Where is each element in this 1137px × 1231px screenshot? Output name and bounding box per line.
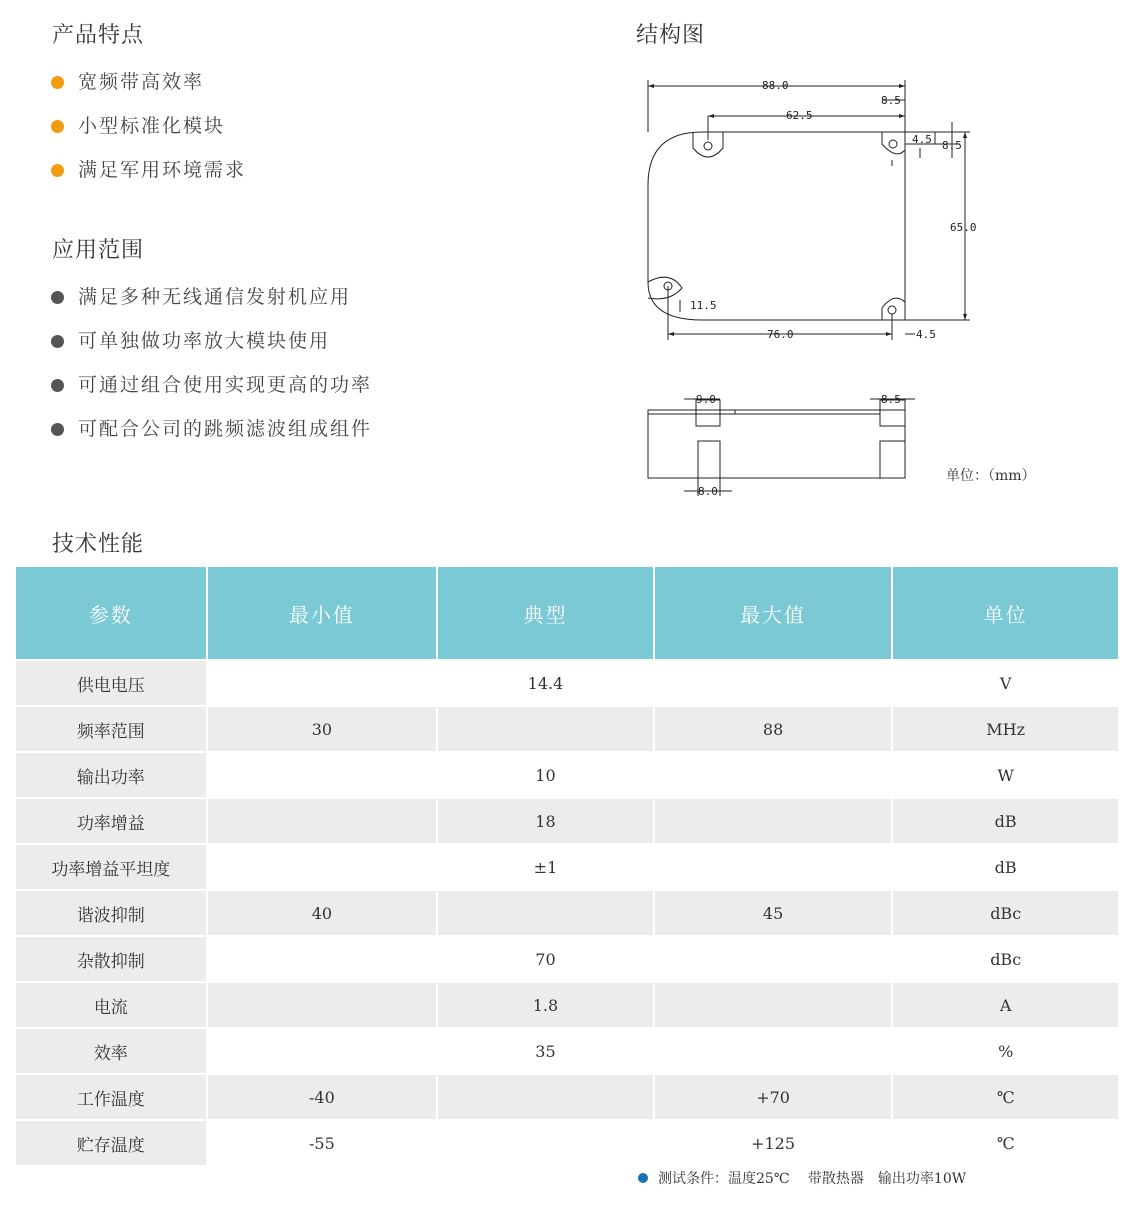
table-row (16, 845, 1118, 891)
bullet-icon (51, 423, 64, 436)
cell-unit: ℃ (893, 1121, 1118, 1167)
cell-unit: W (893, 753, 1118, 799)
cell-max (655, 937, 892, 983)
tech-title: 技术性能 (52, 532, 145, 557)
cell-typ (438, 891, 653, 937)
cell-min (208, 799, 437, 845)
cell-max: 45 (655, 891, 892, 937)
header-min: 最小值 (208, 567, 437, 661)
cell-unit: dB (893, 799, 1118, 845)
structure-drawing (630, 70, 990, 510)
cell-name: 杂散抑制 (16, 937, 206, 983)
cell-min (208, 983, 437, 1029)
cell-name: 频率范围 (16, 707, 206, 753)
dim-side-9: 9.0 (696, 393, 716, 406)
cell-name: 功率增益 (16, 799, 206, 845)
list-item: 小型标准化模块 (50, 112, 246, 156)
list-item: 满足军用环境需求 (50, 156, 246, 200)
bullet-icon (638, 1173, 648, 1183)
cell-unit: A (893, 983, 1118, 1029)
cell-typ (438, 1121, 653, 1167)
table-row (16, 753, 1118, 799)
dim-8-5-side: 8.5 (942, 139, 962, 152)
dim-76: 76.0 (767, 328, 794, 341)
cell-min (208, 661, 437, 707)
cell-unit: dBc (893, 937, 1118, 983)
cell-name: 工作温度 (16, 1075, 206, 1121)
bullet-icon (51, 379, 64, 392)
cell-min (208, 845, 437, 891)
list-item: 满足多种无线通信发射机应用 (50, 283, 372, 327)
bullet-icon (51, 335, 64, 348)
dim-4-5-bottom: 4.5 (916, 328, 936, 341)
dim-65: 65.0 (950, 221, 977, 234)
cell-max: 88 (655, 707, 892, 753)
table-row (16, 937, 1118, 983)
cell-max (655, 799, 892, 845)
dim-88: 88.0 (762, 79, 789, 92)
cell-typ (438, 1075, 653, 1121)
cell-min (208, 753, 437, 799)
cell-max (655, 661, 892, 707)
table-row (16, 799, 1118, 845)
header-max: 最大值 (655, 567, 892, 661)
cell-typ: 18 (438, 799, 653, 845)
table-row (16, 891, 1118, 937)
list-item: 宽频带高效率 (50, 68, 246, 112)
cell-typ: 14.4 (438, 661, 653, 707)
cell-name: 供电电压 (16, 661, 206, 707)
bullet-icon (51, 76, 64, 89)
cell-min: -55 (208, 1121, 437, 1167)
dim-side-8-5: 8.5 (881, 393, 901, 406)
bullet-icon (51, 164, 64, 177)
test-condition-note: 测试条件：温度25℃ 带散热器 输出功率10W (638, 1168, 966, 1188)
cell-name: 谐波抑制 (16, 891, 206, 937)
features-title: 产品特点 (52, 23, 145, 48)
cell-unit: % (893, 1029, 1118, 1075)
cell-typ: 70 (438, 937, 653, 983)
list-item: 可单独做功率放大模块使用 (50, 327, 372, 371)
list-item: 可配合公司的跳频滤波组成组件 (50, 415, 372, 459)
applications-title: 应用范围 (52, 238, 145, 263)
cell-max (655, 753, 892, 799)
dim-8-5-top: 8.5 (881, 94, 901, 107)
cell-typ: 35 (438, 1029, 653, 1075)
table-row (16, 1121, 1118, 1167)
cell-name: 效率 (16, 1029, 206, 1075)
applications-list (50, 283, 372, 459)
table-row (16, 1075, 1118, 1121)
cell-unit: dB (893, 845, 1118, 891)
cell-unit: dBc (893, 891, 1118, 937)
header-typ: 典型 (438, 567, 653, 661)
cell-typ: 1.8 (438, 983, 653, 1029)
cell-max (655, 845, 892, 891)
table-row (16, 983, 1118, 1029)
unit-label: 单位：（mm） (946, 468, 1036, 484)
cell-name: 输出功率 (16, 753, 206, 799)
cell-min: 40 (208, 891, 437, 937)
cell-unit: ℃ (893, 1075, 1118, 1121)
cell-typ: ±1 (438, 845, 653, 891)
cell-max (655, 1029, 892, 1075)
cell-unit: MHz (893, 707, 1118, 753)
table-row (16, 661, 1118, 707)
table-row (16, 1029, 1118, 1075)
header-unit: 单位 (893, 567, 1118, 661)
cell-name: 电流 (16, 983, 206, 1029)
cell-min: -40 (208, 1075, 437, 1121)
cell-max (655, 983, 892, 1029)
dim-62-5: 62.5 (786, 109, 813, 122)
features-list (50, 68, 246, 200)
cell-name: 贮存温度 (16, 1121, 206, 1167)
list-item: 可通过组合使用实现更高的功率 (50, 371, 372, 415)
bullet-icon (51, 120, 64, 133)
header-param: 参数 (16, 567, 206, 661)
table-header-row (16, 567, 1118, 661)
cell-min (208, 937, 437, 983)
cell-min (208, 1029, 437, 1075)
cell-max: +70 (655, 1075, 892, 1121)
table-row (16, 707, 1118, 753)
cell-unit: V (893, 661, 1118, 707)
cell-min: 30 (208, 707, 437, 753)
bullet-icon (51, 291, 64, 304)
spec-table (14, 567, 1120, 1167)
dim-side-8: 8.0 (698, 485, 718, 498)
cell-typ (438, 707, 653, 753)
cell-max: +125 (655, 1121, 892, 1167)
dim-11-5: 11.5 (690, 299, 717, 312)
module-outline (648, 132, 905, 320)
cell-typ: 10 (438, 753, 653, 799)
dim-4-5-side: 4.5 (912, 133, 932, 146)
cell-name: 功率增益平坦度 (16, 845, 206, 891)
structure-title: 结构图 (636, 23, 706, 48)
